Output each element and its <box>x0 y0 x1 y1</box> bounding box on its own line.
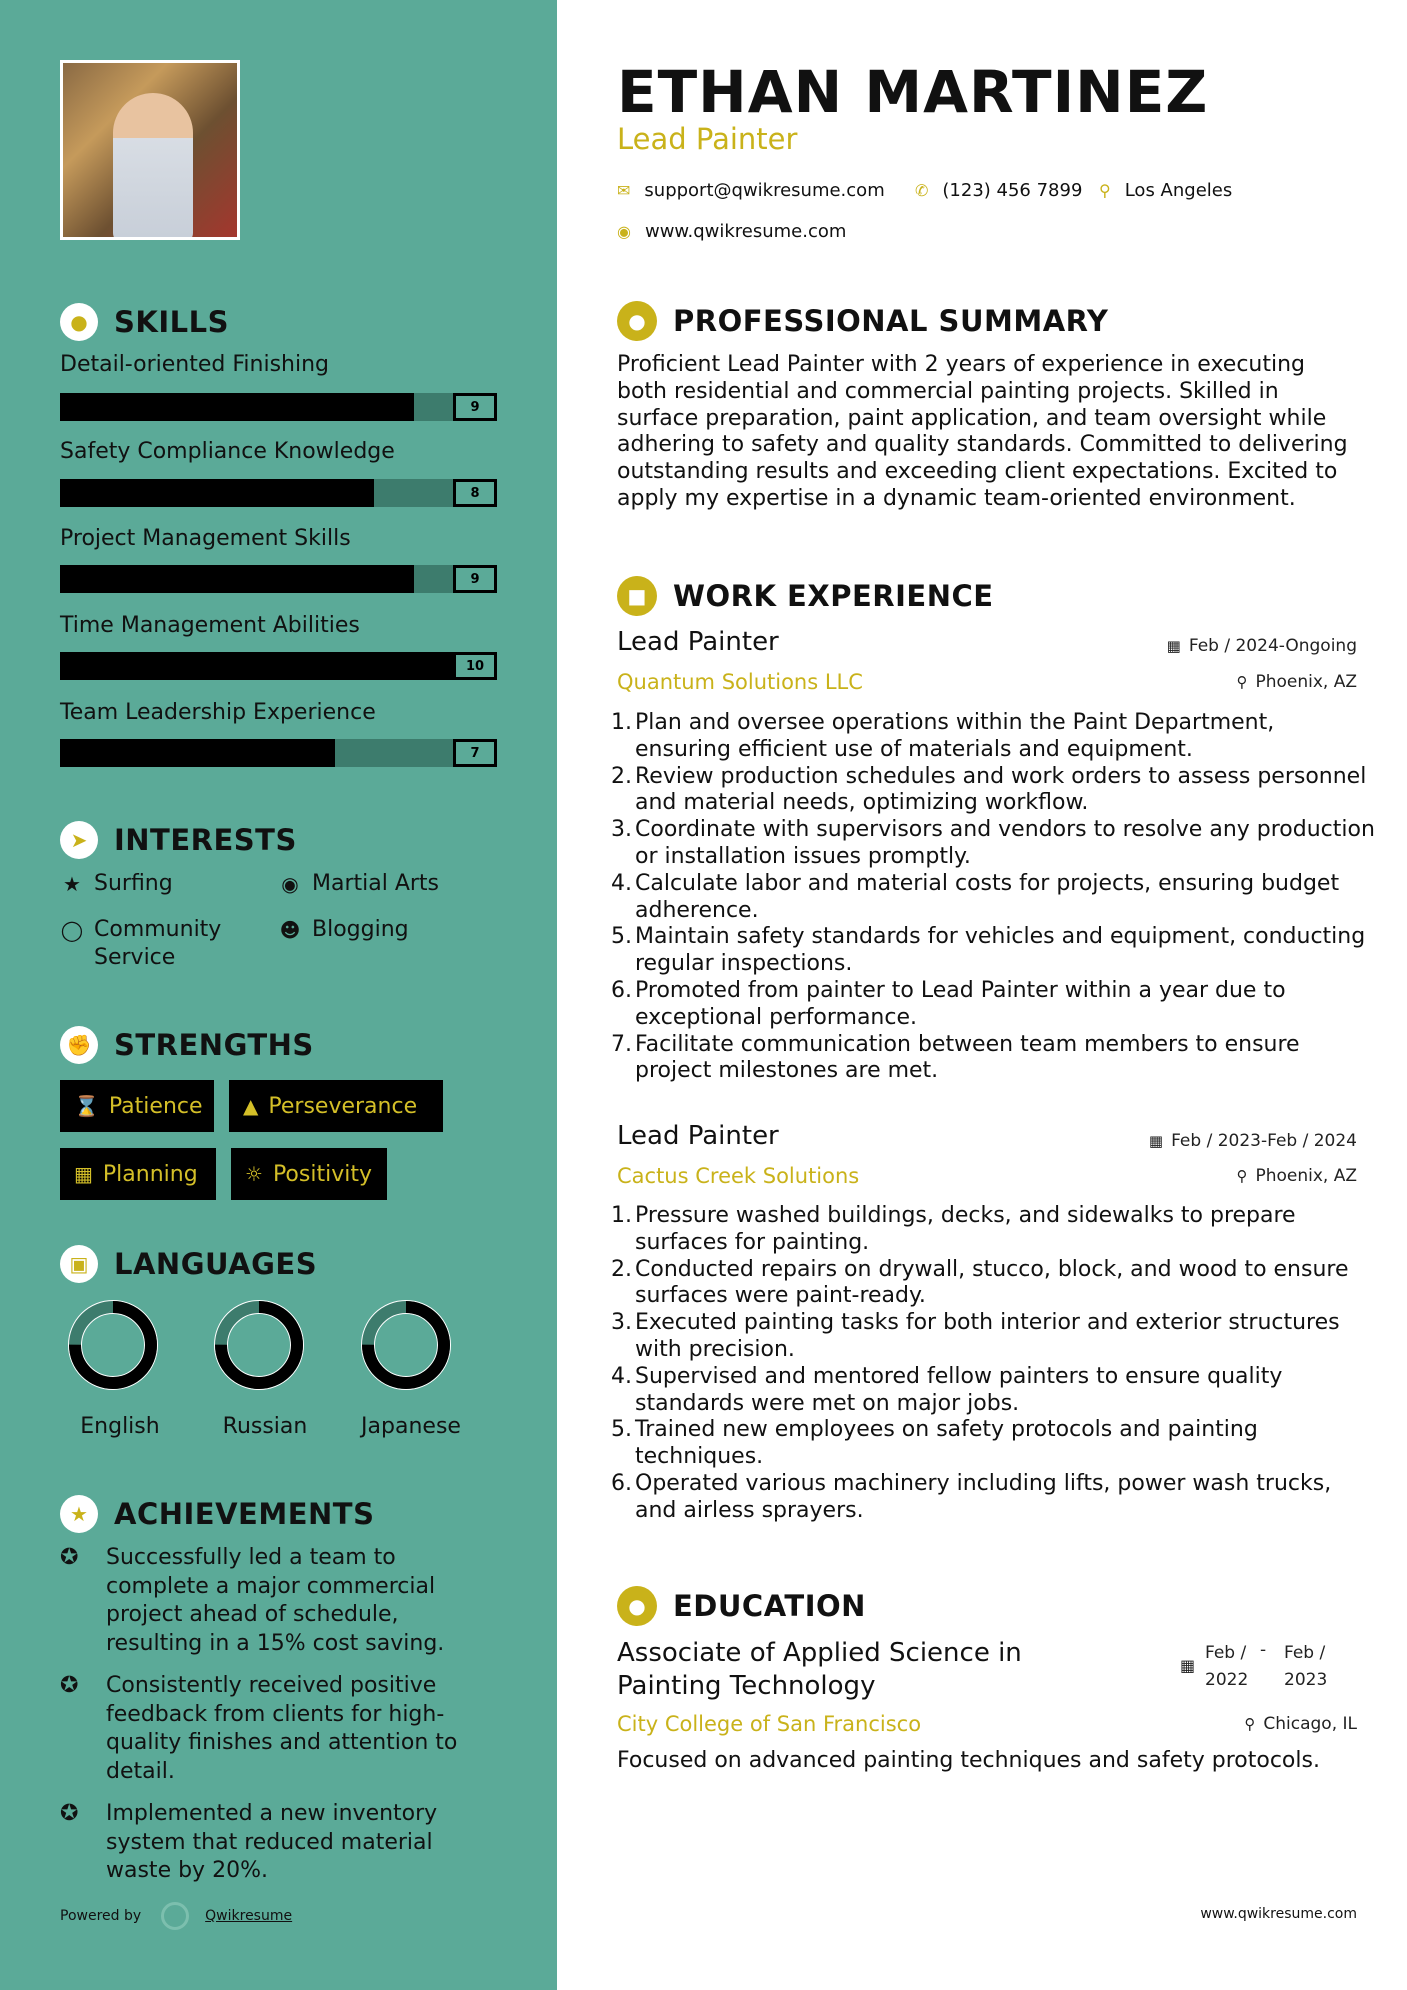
language-ring <box>212 1298 306 1392</box>
summary-text: Proficient Lead Painter with 2 years of experience in executing both residential and commercial painting projects. Skilled in surface preparation, paint application, and team oversight while adhering to safety and quality standards. Committed to delivering outstanding results and exceeding client expectations. Excited to apply my expertise in a dynamic team-oriented environment. <box>617 352 1348 511</box>
interest-item: ◉ Martial Arts <box>278 870 439 898</box>
pin-icon: ⚲ <box>1244 1715 1256 1733</box>
qwikresume-link[interactable]: Qwikresume <box>205 1908 293 1924</box>
skill-label: Team Leadership Experience <box>60 700 376 725</box>
list-item: 5. Maintain safety standards for vehicles and equipment, conducting regular inspections. <box>611 924 1366 977</box>
phone-icon: ✆ <box>915 181 929 200</box>
briefcase-icon: ■ <box>617 576 657 616</box>
strength-badge: ☼ Positivity <box>231 1148 387 1200</box>
skill-bar <box>60 393 497 421</box>
list-item: 6. Operated various machinery including lifts, power wash trucks, and airless sprayers. <box>611 1470 1332 1523</box>
skill-label: Safety Compliance Knowledge <box>60 439 395 464</box>
list-item: 1. Pressure washed buildings, decks, and sidewalks to prepare surfaces for painting. <box>611 1203 1296 1255</box>
education-start: Feb / 2022 <box>1205 1643 1249 1690</box>
powered-by: Powered by Qwikresume <box>60 1902 292 1930</box>
job-title: Lead Painter <box>617 627 779 657</box>
shield-icon: ◯ <box>60 918 84 942</box>
candidate-title: Lead Painter <box>617 122 798 156</box>
summary-heading: ● PROFESSIONAL SUMMARY <box>617 300 1108 342</box>
strengths-heading: ✊ STRENGTHS <box>60 1025 314 1065</box>
calendar-icon: ▦ <box>1166 637 1181 655</box>
achievements-heading: ★ ACHIEVEMENTS <box>60 1494 374 1534</box>
footer-url[interactable]: www.qwikresume.com <box>1200 1906 1357 1922</box>
job-dates: ▦ Feb / 2024-Ongoing <box>1166 636 1357 656</box>
job-dates: ▦ Feb / 2023-Feb / 2024 <box>1148 1131 1357 1151</box>
job-company: Quantum Solutions LLC <box>617 670 863 694</box>
paper-plane-icon: ➤ <box>60 821 98 859</box>
pin-icon: ⚲ <box>1236 1167 1248 1185</box>
achievement-item: ✪ Implemented a new inventory system that reduced material waste by 20%. <box>60 1800 480 1886</box>
job-bullets <box>611 1203 1377 1525</box>
skill-score: 10 <box>453 652 497 680</box>
qwikresume-logo-icon <box>161 1902 189 1930</box>
users-icon: ☻ <box>279 918 301 942</box>
list-item: 7. Facilitate communication between team members to ensure project milestones are met. <box>611 1031 1300 1084</box>
calendar-icon: ▦ <box>1180 1656 1196 1675</box>
job-location: ⚲ Phoenix, AZ <box>1236 1166 1357 1186</box>
list-item: 4. Calculate labor and material costs for projects, ensuring budget adherence. <box>611 870 1340 923</box>
education-end: Feb / 2023 <box>1284 1643 1328 1690</box>
profile-photo <box>60 60 240 240</box>
skill-bar <box>60 479 497 507</box>
calendar-icon: ▦ <box>74 1162 93 1186</box>
pin-icon: ⚲ <box>1236 673 1248 691</box>
contact-website: ◉ www.qwikresume.com <box>617 221 847 242</box>
strength-badge: ⌛ Patience <box>60 1080 214 1132</box>
sidebar <box>0 0 557 1990</box>
skill-score: 7 <box>453 739 497 767</box>
list-item: 3. Executed painting tasks for both interior and exterior structures with precision. <box>611 1310 1340 1362</box>
shooting-star-icon: ✪ <box>60 1801 79 1826</box>
skill-label: Time Management Abilities <box>60 613 360 638</box>
language-ring <box>66 1298 160 1392</box>
skill-score: 9 <box>453 565 497 593</box>
list-item: 1. Plan and oversee operations within the Paint Department, ensuring efficient use of materials and equipment. <box>611 710 1275 762</box>
language-name: Japanese <box>361 1414 461 1439</box>
skill-score: 9 <box>453 393 497 421</box>
skill-bar <box>60 652 497 680</box>
fist-icon: ✊ <box>60 1026 98 1064</box>
skill-score: 8 <box>453 479 497 507</box>
language-name: Russian <box>222 1414 308 1439</box>
road-icon: ▲ <box>243 1094 259 1118</box>
star-icon: ★ <box>63 872 81 896</box>
job-bullets <box>611 710 1377 1085</box>
contact-email: ✉ support@qwikresume.com <box>617 180 885 201</box>
envelope-icon: ✉ <box>617 181 631 200</box>
skill-label: Detail-oriented Finishing <box>60 352 330 377</box>
experience-heading: ■ WORK EXPERIENCE <box>617 575 994 617</box>
globe-icon: ◉ <box>281 872 299 896</box>
interest-item: ◯ Community Service <box>60 917 222 970</box>
skill-bar <box>60 739 497 767</box>
main-content: ETHAN MARTINEZ Lead Painter ✉ support@qwikresume.com ✆ (123) 456 7899 ⚲ Los Angeles ◉ www.qwikresume.com ● PROFESSIONAL SUMMARY Proficient Lead Painter with 2 years of experience in executing both residential and commercial painting projects. Skilled in surface preparation, paint application, and team oversight while adhering to safety and quality standards. Committed to delivering outstanding results and exceeding client expectations. Excited to apply my expertise in a dynamic team-oriented environment. ■ WORK EXPERIENCE Lead Painter Quantum Solutions LLC ▦ Feb / 2024-Ongoing ⚲ Phoenix, AZ 1. Plan and oversee operations within the Paint Department, ensuring efficient use of materials and equipment. 2. Review production schedules and work orders to assess personnel and material needs, optimizing workflow. 3. Coordinate with supervisors and vendors to resolve any production or installation issues promptly. 4. Calculate labor and material costs for projects, ensuring budget adherence. 5. Maintain safety standards for vehicles and equipment, conducting regular inspections. 6. Promoted from painter to Lead Painter within a year due to exceptional performance. 7. Facilitate communication between team members to ensure project milestones are met. Lead Painter Cactus Creek Solutions ▦ Feb / 2023-Feb / 2024 ⚲ Phoenix, AZ 1. Pressure washed buildings, decks, and sidewalks to prepare surfaces for painting. 2. Conducted repairs on drywall, stucco, block, and wood to ensure surfaces were paint-ready. 3. Executed painting tasks for both interior and exterior structures with precision. 4. Supervised and mentored fellow painters to ensure quality standards were met on major jobs. 5. Trained new employees on safety protocols and painting techniques. 6. Operated various machinery including lifts, power wash trucks, and airless sprayers. ● EDUCATION Associate of Applied Science in Painting Technology City College of San Francisco ▦ Feb / 2022 - Feb / 2023 ⚲ Chicago, IL Focused on advanced painting techniques and safety protocols. www.qwikresume.com <box>557 0 1407 1990</box>
interest-item: ★ Surfing <box>60 870 173 898</box>
strength-badge: ▦ Planning <box>60 1148 216 1200</box>
sun-icon: ☼ <box>245 1162 263 1186</box>
shooting-star-icon: ✪ <box>60 1673 79 1698</box>
graduation-icon: ● <box>617 1586 657 1626</box>
list-item: 6. Promoted from painter to Lead Painter within a year due to exceptional performance. <box>611 977 1286 1030</box>
education-heading: ● EDUCATION <box>617 1585 866 1627</box>
language-name: English <box>80 1414 160 1439</box>
candidate-name: ETHAN MARTINEZ <box>617 58 1209 126</box>
list-item: 5. Trained new employees on safety protocols and painting techniques. <box>611 1417 1258 1470</box>
map-pin-icon: ⚲ <box>1099 181 1111 200</box>
education-description: Focused on advanced painting techniques and safety protocols. <box>617 1748 1320 1773</box>
education-location: ⚲ Chicago, IL <box>1244 1714 1357 1734</box>
languages-heading: ▣ LANGUAGES <box>60 1244 317 1284</box>
skill-label: Project Management Skills <box>60 526 351 551</box>
school-name: City College of San Francisco <box>617 1712 922 1736</box>
shooting-star-icon: ✪ <box>60 1545 79 1570</box>
interests-heading: ➤ INTERESTS <box>60 820 297 860</box>
lightbulb-icon: ● <box>60 303 98 341</box>
contact-phone: ✆ (123) 456 7899 <box>915 180 1083 201</box>
job-title: Lead Painter <box>617 1121 779 1151</box>
skills-heading: ● SKILLS <box>60 302 229 342</box>
achievement-item: ✪ Successfully led a team to complete a major commercial project ahead of schedule, resulting in a 15% cost saving. <box>60 1544 480 1658</box>
degree-title: Associate of Applied Science in Painting Technology <box>617 1638 1022 1701</box>
job-location: ⚲ Phoenix, AZ <box>1236 672 1357 692</box>
contact-location: ⚲ Los Angeles <box>1099 180 1233 201</box>
skill-bar <box>60 565 497 593</box>
interest-item: ☻ Blogging <box>279 917 409 942</box>
user-icon: ● <box>617 301 657 341</box>
language-ring <box>359 1298 453 1392</box>
calendar-icon: ▦ <box>1148 1132 1164 1150</box>
achievement-item: ✪ Consistently received positive feedback from clients for high-quality finishes and attention to detail. <box>60 1672 480 1786</box>
hourglass-icon: ⌛ <box>74 1094 99 1118</box>
strength-badge: ▲ Perseverance <box>229 1080 443 1132</box>
globe-icon: ◉ <box>617 222 631 241</box>
language-card-icon: ▣ <box>60 1245 98 1283</box>
list-item: 4. Supervised and mentored fellow painters to ensure quality standards were met on major jobs. <box>611 1363 1283 1416</box>
star-badge-icon: ★ <box>60 1495 98 1533</box>
list-item: 3. Coordinate with supervisors and vendors to resolve any production or installation issues promptly. <box>611 817 1375 869</box>
list-item: 2. Review production schedules and work orders to assess personnel and material needs, optimizing workflow. <box>611 763 1367 816</box>
job-company: Cactus Creek Solutions <box>617 1164 860 1188</box>
list-item: 2. Conducted repairs on drywall, stucco, block, and wood to ensure surfaces were paint-ready. <box>611 1256 1349 1309</box>
